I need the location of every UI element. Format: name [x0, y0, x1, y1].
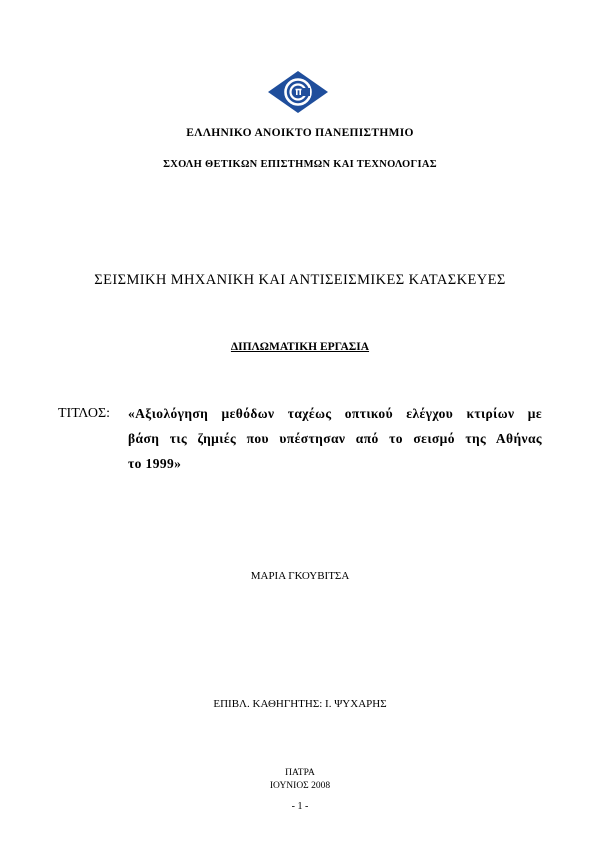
program-name: ΣΕΙΣΜΙΚΗ ΜΗΧΑΝΙΚΗ ΚΑΙ ΑΝΤΙΣΕΙΣΜΙΚΕΣ ΚΑΤΑΣΚΕΥΕΣ: [94, 272, 506, 288]
city-label: ΠΑΤΡΑ: [285, 768, 315, 778]
title-label: ΤΙΤΛΟΣ:: [58, 406, 110, 421]
university-logo-icon: [267, 70, 329, 114]
title-text: [128, 401, 542, 476]
thesis-type-heading: ΔΙΠΛΩΜΑΤΙΚΗ ΕΡΓΑΣΙΑ: [230, 341, 370, 353]
supervisor-line: ΕΠΙΒΛ. ΚΑΘΗΓΗΤΗΣ: Ι. ΨΥΧΑΡΗΣ: [213, 698, 387, 710]
title-line: βάση τις ζημιές που υπέστησαν από το σεισμό της Αθήνας: [128, 431, 542, 446]
title-line: το 1999»: [128, 456, 182, 471]
title-line: «Αξιολόγηση μεθόδων ταχέως οπτικού ελέγχου κτιρίων με: [128, 406, 542, 421]
school-name: ΣΧΟΛΗ ΘΕΤΙΚΩΝ ΕΠΙΣΤΗΜΩΝ ΚΑΙ ΤΕΧΝΟΛΟΓΙΑΣ: [163, 159, 437, 170]
university-name: ΕΛΛΗΝΙΚΟ ΑΝΟΙΚΤΟ ΠΑΝΕΠΙΣΤΗΜΙΟ: [186, 127, 414, 139]
date-label: ΙΟΥΝΙΟΣ 2008: [269, 781, 331, 791]
page-number: - 1 -: [291, 801, 309, 812]
author-name: ΜΑΡΙΑ ΓΚΟΥΒΙΤΣΑ: [250, 570, 350, 582]
